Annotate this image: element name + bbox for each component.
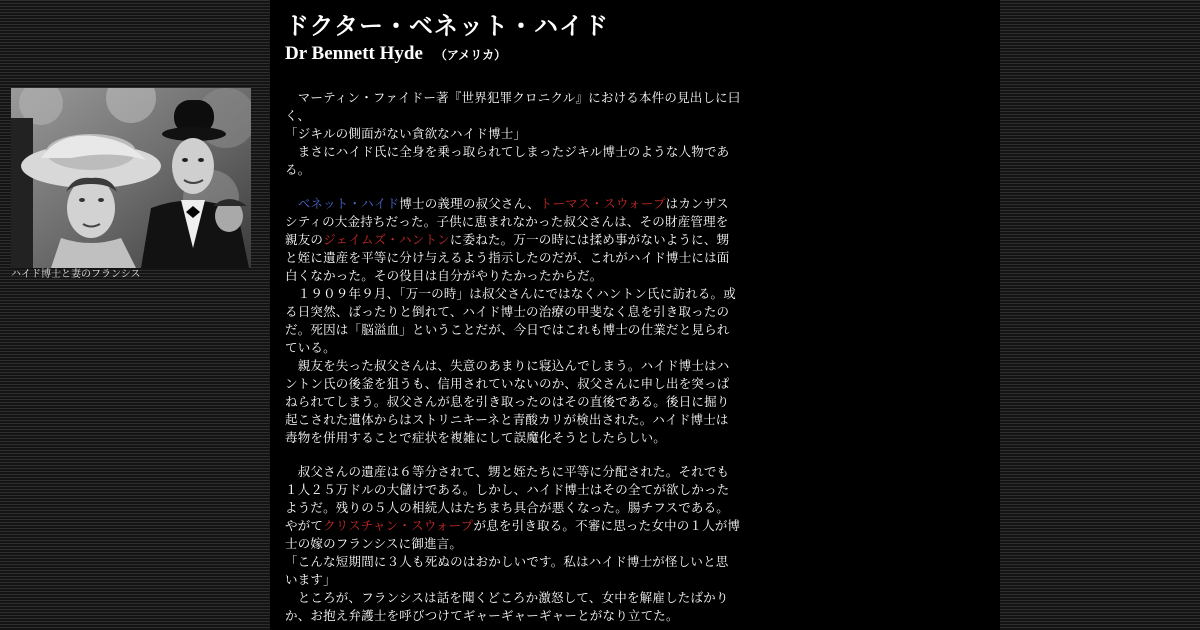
- paragraph-text: に委ねた。万一の時には揉め事がないように、甥と姪に遺産を平等に分け与えるよう指示したのだが、これがハイド博士には面白くなかった。その役目は自分がやりたかったからだ。: [285, 232, 730, 283]
- paragraph: [285, 463, 741, 553]
- paragraph-text: 叔父さんの遺産は６等分されて、甥と姪たちに平等に分配された。それでも１人２５万ドルの大儲けである。しかし、ハイド博士はその全てが欲しかったようだ。残りの５人の相続人はたちまち具合が悪くなった。腸チフスである。やがて: [285, 464, 730, 533]
- paragraph: ところが、フランシスは話を聞くどころか激怒して、女中を解雇したばかりか、お抱え弁護士を呼びつけてギャーギャーギャーとがなり立てた。: [285, 590, 729, 623]
- photo-caption: ハイド博士と妻のフランシス: [11, 269, 141, 280]
- country-label: （アメリカ）: [434, 47, 507, 62]
- page-subtitle: [285, 42, 741, 66]
- paragraph: 親友を失った叔父さんは、失意のあまりに寝込んでしまう。ハイド博士はハントン氏の後釜を狙うも、信用されていないのか、叔父さんに申し出を突っぱねられてしまう。叔父さんが息を引き取ったのはその直後である。後日に掘り起こされた遺体からはストリニキーネと青酸カリが検出された。ハイド博士は毒物を併用することで症状を複雑にして誤魔化そうとしたらしい。: [285, 358, 730, 445]
- indent: [285, 196, 298, 211]
- paragraph-text: が息を引き取る。不審に思った女中の１人が博士の嫁のフランシスに御進言。: [285, 518, 741, 551]
- paragraph-text: はカンザスシティの大金持ちだった。子供に恵まれなかった叔父さんは、その財産管理を親友の: [285, 196, 729, 247]
- paragraph-gap: [285, 179, 741, 195]
- paragraph: まさにハイド氏に全身を乗っ取られてしまったジキル博士のような人物である。: [285, 144, 730, 177]
- paragraph: 「こんな短期間に３人も死ぬのはおかしいです。私はハイド博士が怪しいと思います」: [285, 554, 729, 587]
- page-title: ドクター・ベネット・ハイド: [285, 11, 610, 40]
- article: [285, 10, 741, 625]
- paragraph: 「ジキルの側面がない貪欲なハイド博士」: [285, 126, 527, 141]
- english-name: Dr Bennett Hyde: [285, 43, 423, 64]
- thomas-swope-link[interactable]: トーマス・スウォープ: [539, 196, 666, 211]
- paragraph-gap: [285, 447, 741, 463]
- paragraph-text: 博士の義理の叔父さん、: [399, 196, 540, 211]
- left-sidebar: [0, 0, 270, 630]
- paragraph: １９０９年９月、「万一の時」は叔父さんにではなくハントン氏に訪れる。或る日突然、ばったりと倒れて、ハイド博士の治療の甲斐なく息を引き取ったのだ。死因は「脳溢血」ということだが、今日ではこれも博士の仕業だと見られている。: [285, 286, 736, 355]
- paragraph: マーティン・ファイドー著『世界犯罪クロニクル』における本件の見出しに曰く、: [285, 90, 741, 123]
- article-body: [285, 89, 741, 625]
- right-sidebar: [1000, 0, 1200, 630]
- main-content: [270, 0, 1000, 630]
- paragraph: [285, 195, 741, 285]
- james-hunton-link[interactable]: ジェイムズ・ハントン: [323, 232, 450, 247]
- bennett-hyde-link[interactable]: ベネット・ハイド: [297, 196, 400, 211]
- christian-swope-link[interactable]: クリスチャン・スウォープ: [323, 518, 474, 533]
- hyde-couple-photo: [11, 88, 251, 268]
